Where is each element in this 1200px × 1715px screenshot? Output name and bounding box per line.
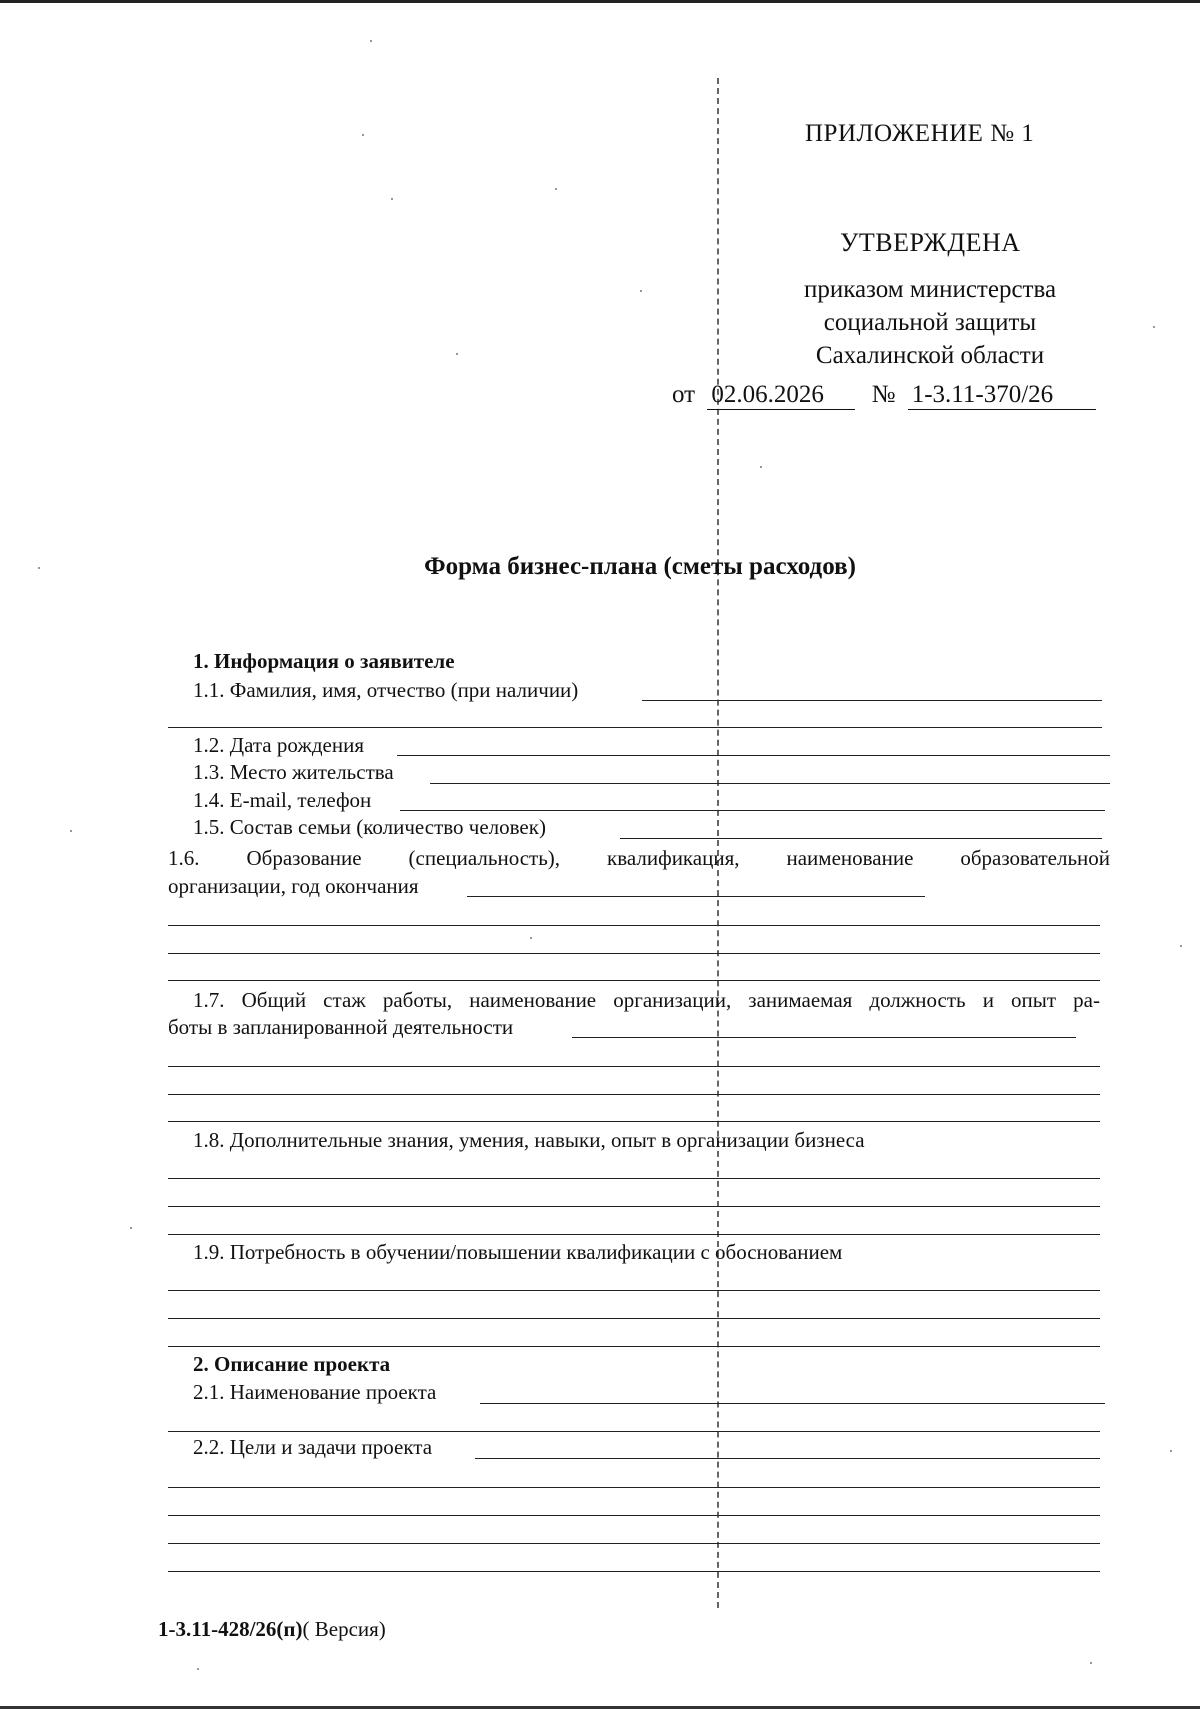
item-1-7-label: 1.7. Общий стаж работы, наименование организации, занимаемая должность и опыт ра- <box>193 988 1100 1012</box>
scan-speck <box>1170 1450 1172 1452</box>
item-1-5-label: 1.5. Состав семьи (количество человек) <box>193 815 546 839</box>
item-1-4-label: 1.4. E-mail, телефон <box>193 788 372 812</box>
scan-speck <box>555 188 557 190</box>
field-1-1-cont[interactable] <box>168 727 1102 728</box>
item-2-1-label: 2.1. Наименование проекта <box>193 1380 437 1404</box>
number-sign: № <box>871 381 896 408</box>
item-1-6-label: 1.6. Образование (специальность), квалификация, наименование образовательной <box>168 846 1110 870</box>
field-1-7-cont-2[interactable] <box>168 1094 1100 1095</box>
field-1-7-cont-1[interactable] <box>168 1066 1100 1067</box>
scan-speck <box>1090 1662 1092 1664</box>
field-2-2-cont-1[interactable] <box>168 1487 1100 1488</box>
scan-speck <box>362 134 364 136</box>
item-2-2-label: 2.2. Цели и задачи проекта <box>193 1435 433 1459</box>
scan-speck <box>197 1668 199 1670</box>
scan-speck <box>760 466 762 468</box>
field-2-2-cont-4[interactable] <box>168 1571 1100 1572</box>
scan-speck <box>391 198 393 200</box>
field-1-8-1[interactable] <box>168 1178 1100 1179</box>
item-1-3-label: 1.3. Место жительства <box>193 760 394 784</box>
order-line-1: приказом министерства <box>803 276 1057 303</box>
scan-speck <box>640 290 642 292</box>
scan-speck <box>38 567 40 569</box>
scan-speck <box>130 1227 132 1229</box>
item-1-6-label-cont: организации, год окончания <box>168 874 419 898</box>
field-1-4[interactable] <box>400 810 1105 811</box>
field-1-6[interactable] <box>467 896 925 897</box>
field-1-9-2[interactable] <box>168 1318 1100 1319</box>
field-1-7-cont-3[interactable] <box>168 1121 1100 1122</box>
order-line-3: Сахалинской области <box>815 342 1045 369</box>
field-2-2-cont-2[interactable] <box>168 1515 1100 1516</box>
scan-speck <box>1180 945 1182 947</box>
section-2-title: 2. Описание проекта <box>193 1352 391 1376</box>
approved-label: УТВЕРЖДЕНА <box>840 228 1021 257</box>
item-1-1-label: 1.1. Фамилия, имя, отчество (при наличии) <box>193 678 579 702</box>
appendix-label: ПРИЛОЖЕНИЕ № 1 <box>805 120 1035 147</box>
item-1-9-label: 1.9. Потребность в обучении/повышении квалификации с обоснованием <box>193 1240 843 1264</box>
document-code-number: 1-3.11-428/26(п) <box>158 1617 303 1641</box>
scan-speck <box>1153 326 1155 328</box>
field-2-1[interactable] <box>480 1403 1105 1404</box>
field-1-2[interactable] <box>397 755 1110 756</box>
field-1-6-cont-2[interactable] <box>168 953 1100 954</box>
field-1-8-3[interactable] <box>168 1234 1100 1235</box>
order-line-2: социальной защиты <box>823 309 1037 336</box>
field-1-5[interactable] <box>620 838 1102 839</box>
scan-speck <box>456 353 458 355</box>
item-1-2-label: 1.2. Дата рождения <box>193 733 364 757</box>
order-number: 1-3.11-370/26 <box>908 381 1096 410</box>
order-date-line <box>672 381 1096 410</box>
field-1-6-cont-3[interactable] <box>168 980 1100 981</box>
date-prefix: от <box>672 381 696 408</box>
form-title: Форма бизнес-плана (сметы расходов) <box>424 553 856 580</box>
field-1-1[interactable] <box>642 700 1102 701</box>
scan-speck <box>530 937 532 939</box>
field-1-7[interactable] <box>572 1037 1076 1038</box>
scan-edge-bottom <box>0 1706 1200 1709</box>
scan-speck <box>370 40 372 42</box>
field-1-9-3[interactable] <box>168 1346 1100 1347</box>
field-2-2-cont-3[interactable] <box>168 1543 1100 1544</box>
item-1-8-label: 1.8. Дополнительные знания, умения, навыки, опыт в организации бизнеса <box>193 1128 865 1152</box>
field-2-2[interactable] <box>475 1458 1100 1459</box>
item-1-7-label-cont: боты в запланированной деятельности <box>168 1015 514 1039</box>
fold-line <box>717 78 719 1608</box>
order-date: 02.06.2026 <box>707 381 855 410</box>
document-version: ( Версия) <box>302 1617 386 1641</box>
scan-edge-top <box>0 0 1200 3</box>
field-1-8-2[interactable] <box>168 1206 1100 1207</box>
section-1-title: 1. Информация о заявителе <box>193 649 455 673</box>
field-2-1-cont[interactable] <box>168 1431 1100 1432</box>
scan-speck <box>70 830 72 832</box>
field-1-3[interactable] <box>430 783 1110 784</box>
document-code <box>158 1617 386 1642</box>
field-1-9-1[interactable] <box>168 1290 1100 1291</box>
field-1-6-cont-1[interactable] <box>168 925 1100 926</box>
